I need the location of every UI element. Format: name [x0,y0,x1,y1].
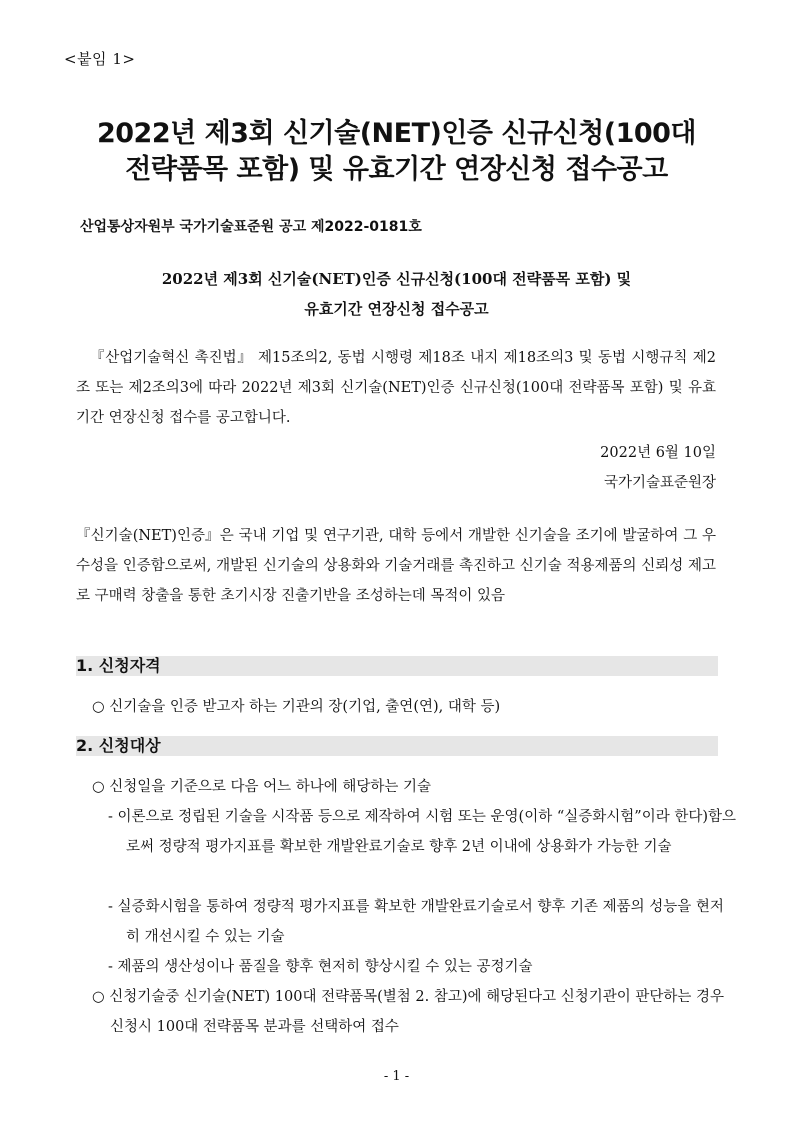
intro-paragraph: 『산업기술혁신 촉진법』 제15조의2, 동법 시행령 제18조 내지 제18조의3 및 동법 시행규칙 제2조 또는 제2조의3에 따라 2022년 제3회 신기술(NET)인증 신규신청(100대 전략품목 포함) 및 유효기간 연장신청 접수를 공고합니다. [76,350,716,426]
section-heading-target: 2. 신청대상 [76,736,718,756]
notice-number: 산업통상자원부 국가기술표준원 공고 제2022-0181호 [80,219,422,235]
page-number: - 1 - [383,1069,410,1084]
subtitle-line1: 2022년 제3회 신기술(NET)인증 신규신청(100대 전략품목 포함) 및 [161,270,632,288]
subtitle-line2: 유효기간 연장신청 접수공고 [304,300,489,318]
document-title-line1: 2022년 제3회 신기술(NET)인증 신규신청(100대 [96,118,697,149]
attachment-label: <붙임 1> [64,50,136,68]
target-item-1: ○ 신청일을 기준으로 다음 어느 하나에 해당하는 기술 [92,779,432,795]
target-subitem-1: - 이론으로 정립된 기술을 시작품 등으로 제작하여 시험 또는 운영(이하 “실증화시험”이라 한다)함으로써 정량적 평가지표를 확보한 개발완료기술로 향후 2년 이내에 상용화가 가능한 기술 [108,809,737,855]
announcement-date: 2022년 6월 10일 [600,445,716,461]
document-title-line2: 전략품목 포함) 및 유효기간 연장신청 접수공고 [125,154,668,185]
section-heading-eligibility: 1. 신청자격 [76,656,718,676]
issuer-name: 국가기술표준원장 [603,475,716,491]
eligibility-item: ○ 신기술을 인증 받고자 하는 기관의 장(기업, 출연(연), 대학 등) [92,699,501,715]
purpose-paragraph: 『신기술(NET)인증』은 국내 기업 및 연구기관, 대학 등에서 개발한 신기술을 조기에 발굴하여 그 우수성을 인증함으로써, 개발된 신기술의 상용화와 기술거래를 촉진하고 신기술 적용제품의 신뢰성 제고로 구매력 창출을 통한 초기시장 진출기반을 조성하는데 목적이 있음 [76,528,716,604]
target-item-2: ○ 신청기술중 신기술(NET) 100대 전략품목(별첨 2. 참고)에 해당된다고 신청기관이 판단하는 경우 신청시 100대 전략품목 분과를 선택하여 접수 [92,989,725,1035]
target-subitem-2: - 실증화시험을 통하여 정량적 평가지표를 확보한 개발완료기술로서 향후 기존 제품의 성능을 현저히 개선시킬 수 있는 기술 [108,899,724,945]
target-subitem-3: - 제품의 생산성이나 품질을 향후 현저히 향상시킬 수 있는 공정기술 [108,959,533,975]
